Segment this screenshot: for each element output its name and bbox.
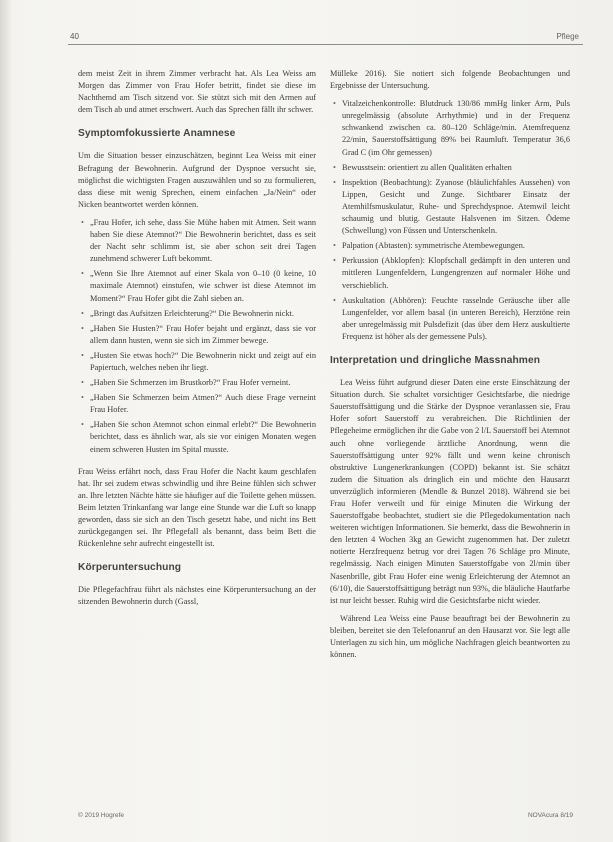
list-item: • „Bringt das Aufsitzen Erleichterung?“ Die Bewohnerin nickt. — [90, 308, 316, 320]
paragraph: Lea Weiss führt aufgrund dieser Daten eine erste Einschätzung der Situation durch. Sie schaltet vorsichtiger Gesichtsfarbe, die niedrige Sauerstoffsättigung und die Stärke der Dyspnoe veranlassen sie, Frau Hofer sofort Sauerstoff zu verabreichen. Die Richtlinien der Pflegeheime ermöglichen ihr die Gabe von 2 l/L Sauerstoff bei Atemnot auch ohne vorliegende ärztliche Anordnung, wenn die Sauerstoffsättigung unter 92% fällt und wenn keine chronisch obstruktive Lungenerkrankungen (COPD) bekannt ist. Sie schätzt zudem die Situation als dringlich ein und möchte den Hausarzt unverzüglich informieren (Mendle & Bunzel 2018). Während sie bei Frau Hofer verweilt und für einige Minuten die Wirkung der Sauerstoffgabe beobachtet, studiert sie die Pflegedokumentation nach weiteren wichtigen Informationen. Sie bemerkt, dass die Bewohnerin in den letzten 4 Wochen 3kg an Gewicht zugenommen hat. Der zuletzt notierte Herzfrequenz betrug vor drei Tagen 76 Schläge pro Minute, regelmässig. Nach einigen Minuten Sauerstoffgabe von 2l/min über Nasenbrille, gibt Frau Hofer eine wenig Erleichterung der Atemnot an (6/10), die Sauerstoffsättigung beträgt nun 93%, die bläuliche Hautfarbe ist nur leicht besser. Ruhig wird die Gesichtsfarbe nicht wieder. — [330, 378, 570, 605]
list-item: • Palpation (Abtasten): symmetrische Atembewegungen. — [342, 240, 570, 252]
paragraph: Die Pflegefachfrau führt als nächstes eine Körperuntersuchung an der sitzenden Bewohnerin durch (Gassl, — [78, 585, 316, 607]
list-item: • „Haben Sie Husten?“ Frau Hofer bejaht und ergänzt, dass sie vor allem dann husten, wenn sie sich im Zimmer bewege. — [90, 323, 316, 347]
running-head: Pflege — [556, 32, 579, 41]
list-item: • Vitalzeichenkontrolle: Blutdruck 130/86 mmHg linker Arm, Puls unregelmässig (absolute Arrhythmie) und in der Frequenz schwankend zwischen ca. 80–120 Schläge/min. Atemfrequenz 22/min, Sauerstoffsättigung 89% bei Raumluft. Temperatur 36,6 Grad C (im Ohr gemessen) — [342, 98, 570, 158]
paragraph: Während Lea Weiss eine Pause beauftragt bei der Bewohnerin zu bleiben, bereitet sie den Telefonanruf an den Hausarzt vor. Sie legt alle Unterlagen zu sich hin, um mögliche Nachfragen gleich beantworten zu können. — [330, 613, 570, 660]
right-column — [330, 68, 570, 667]
list-item: • „Frau Hofer, ich sehe, dass Sie Mühe haben mit Atmen. Seit wann haben Sie diese Atemnot?“ Die Bewohnerin berichtet, dass es seit der Nacht sehr schlimm ist, sie aber schon seit drei Tagen zunehmend schwerer Luft bekommt. — [90, 217, 316, 265]
header-rule — [68, 44, 583, 45]
page-edge-shadow — [0, 0, 12, 842]
paragraph: Um die Situation besser einzuschätzen, beginnt Lea Weiss mit einer Befragung der Bewohnerin. Aufgrund der Dyspnoe versucht sie, möglichst die wichtigsten Fragen auszuwählen und so zu formulieren, dass diese mit wenig Sprechen, einem einfachen „Ja/Nein“ oder Nicken beantwortet werden können. — [78, 151, 316, 209]
section-heading-symptom: Symptomfokussierte Anamnese — [78, 128, 236, 140]
question-list — [78, 217, 316, 456]
list-item: • „Haben Sie Schmerzen im Brustkorb?“ Frau Hofer verneint. — [90, 377, 316, 389]
list-item: • Perkussion (Abklopfen): Klopfschall gedämpft in den unteren und mittleren Lungenfeldern, Lungengrenzen auf normaler Höhe und verschieblich. — [342, 255, 570, 291]
section-heading-koerper: Körperuntersuchung — [78, 562, 182, 574]
list-item: • „Husten Sie etwas hoch?“ Die Bewohnerin nickt und zeigt auf ein Papiertuch, welches neben ihr liegt. — [90, 350, 316, 374]
footer-copyright: © 2019 Hogrefe — [78, 812, 124, 819]
list-item: • Inspektion (Beobachtung): Zyanose (bläulichfahles Aussehen) von Lippen, Gesicht und Zunge. Sichtbarer Einsatz der Atemhilfsmuskulatur, Ruhe- und Sprechdyspnoe. Atemwil leicht schaumig und blutig. Gestaute Halsvenen im Sitzen. Ödeme (Schwellung) von Füssen und Unterschenkeln. — [342, 177, 570, 237]
list-item: • „Haben Sie Schmerzen beim Atmen?“ Auch diese Frage verneint Frau Hofer. — [90, 392, 316, 416]
section-heading-interpretation: Interpretation und dringliche Massnahmen — [330, 354, 541, 366]
paragraph: Frau Weiss erfährt noch, dass Frau Hofer die Nacht kaum geschlafen hat. Ihr sei zudem etwas schwindlig und ihre Beine fühlen sich schwer an. Ihre letzten Nächte hätte sie häufiger auf die Toilette gehen müssen. Beim letzten Trinkanfang war lange eine Stunde war die Luft so knapp geworden, dass sie sich an den Tisch gesetzt habe, und nicht ins Bett zurückgegangen sei. Ihr Pflegefall als benannt, dass beim Bett die Rückenlehne sehr aufrecht eingestellt ist. — [78, 466, 316, 549]
findings-list — [330, 98, 570, 343]
page-number: 40 — [70, 32, 79, 41]
footer-issue: NOVAcura 8/19 — [527, 812, 573, 819]
paragraph: dem meist Zeit in ihrem Zimmer verbracht hat. Als Lea Weiss am Morgen das Zimmer von Frau Hofer betritt, findet sie diese im Nachthemd am Tisch sitzend vor. Sie stützt sich mit den Armen auf dem Tisch ab und atmet erschwert. Auch das Sprechen fällt ihr schwer. — [78, 69, 316, 115]
list-item: • Bewusstsein: orientiert zu allen Qualitäten erhalten — [342, 162, 570, 174]
list-item: • „Haben Sie schon Atemnot schon einmal erlebt?“ Die Bewohnerin berichtet, dass es ähnlich war, als sie vor einigen Monaten wegen einem schweren Husten im Spital musste. — [90, 419, 316, 455]
list-item: • „Wenn Sie Ihre Atemnot auf einer Skala von 0–10 (0 keine, 10 maximale Atemnot) einstufen, wie schwer ist diese Atemnot im Moment?“ Frau Hofer gibt die Zahl sieben an. — [90, 268, 316, 304]
left-column — [78, 68, 316, 615]
list-item: • Auskultation (Abhören): Feuchte rasselnde Geräusche über alle Lungenfelder, vor allem basal (in unteren Bereich), Herztöne rein aber unregelmässig mit Pulsdefizit (das über dem Herz auskultierte Frequenz ist höher als der gemessene Puls). — [342, 295, 570, 343]
paragraph: Mülleke 2016). Sie notiert sich folgende Beobachtungen und Ergebnisse der Untersuchung. — [330, 69, 570, 91]
